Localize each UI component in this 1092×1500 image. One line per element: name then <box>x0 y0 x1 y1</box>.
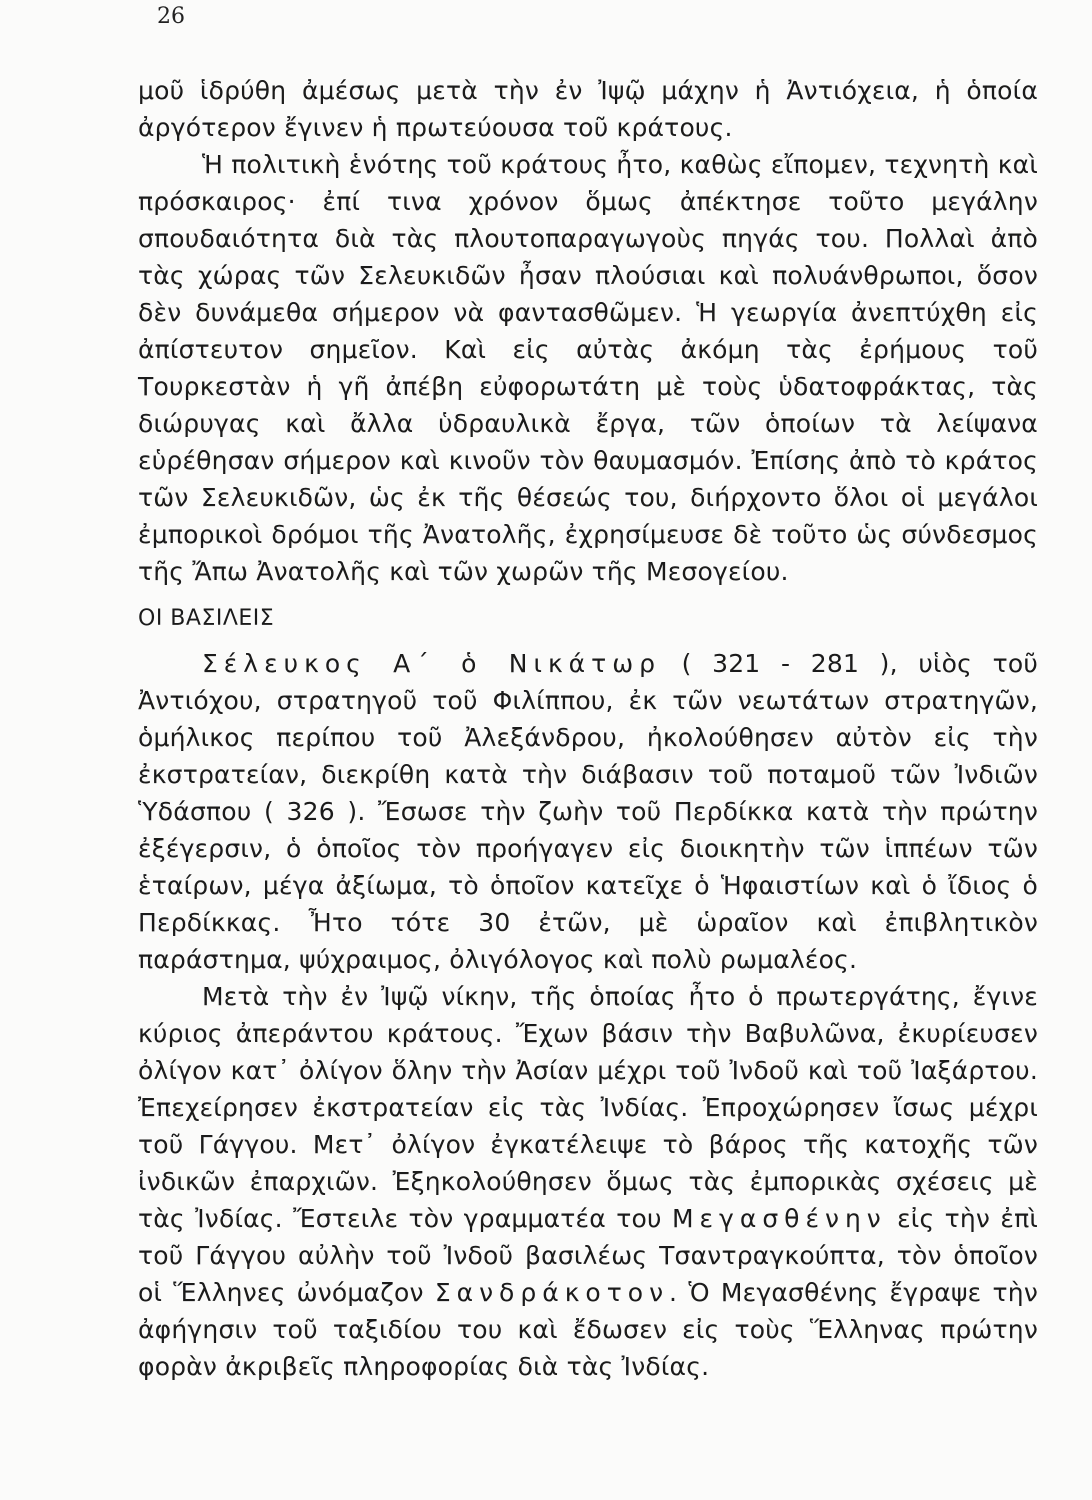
section-heading-kings: ΟΙ ΒΑΣΙΛΕΙΣ <box>138 606 275 631</box>
paragraph-seleucus-text: ( 321 - 281 ), υἱὸς τοῦ Ἀντιόχου, στρατηγοῦ τοῦ Φιλίππου, ἐκ τῶν νεωτάτων στρατηγῶν, ὁμήλικος περίπου τοῦ Ἀλεξάνδρου, ἠκολούθησεν αὐτὸν εἰς τὴν ἐκστρατείαν, διεκρίθη κατὰ τὴν διάβασιν τοῦ ποταμοῦ τῶν Ἰνδιῶν Ὑδάσπου ( 326 ). Ἔσωσε τὴν ζωὴν τοῦ Περδίκκα κατὰ τὴν πρώτην ἐξέγερσιν, ὁ ὁποῖος τὸν προήγαγεν εἰς διοικητὴν τῶν ἱππέων τῶν ἑταίρων, μέγα ἀξίωμα, τὸ ὁποῖον κατεῖχε ὁ Ἡφαιστίων καὶ ὁ ἴδιος ὁ Περδίκκας. Ἦτο τότε 30 ἐτῶν, μὲ ὡραῖον καὶ ἐπιβλητικὸν παράστημα, ψύχραιμος, ὀλιγόλογος καὶ πολὺ ρωμαλέος. <box>138 649 1038 974</box>
paragraph-seleucid-state: Ἡ πολιτικὴ ἑνότης τοῦ κράτους ἦτο, καθὼς εἴπομεν, τεχνητὴ καὶ πρόσκαιρος· ἐπί τινα χρόνον ὅμως ἀπέκτησε τοῦτο μεγάλην σπουδαιότητα διὰ τὰς πλουτοπαραγωγοὺς πηγάς του. Πολλαὶ ἀπὸ τὰς χώρας τῶν Σελευκιδῶν ἦσαν πλούσιαι καὶ πολυάνθρωποι, ὅσον δὲν δυνάμεθα σήμερον νὰ φαντασθῶμεν. Ἡ γεωργία ἀνεπτύχθη εἰς ἀπίστευτον σημεῖον. Καὶ εἰς αὐτὰς ἀκόμη τὰς ἐρήμους τοῦ Τουρκεστὰν ἡ γῆ ἀπέβη εὐφορωτάτη μὲ τοὺς ὑδατοφράκτας, τὰς διώρυγας καὶ ἄλλα ὑδραυλικὰ ἔργα, τῶν ὁποίων τὰ λείψανα εὑρέθησαν σήμερον καὶ κινοῦν τὸν θαυμασμόν. Ἐπίσης ἀπὸ τὸ κράτος τῶν Σελευκιδῶν, ὡς ἐκ τῆς θέσεώς του, διήρχοντο ὅλοι οἱ μεγάλοι ἐμπορικοὶ δρόμοι τῆς Ἀνατολῆς, ἐχρησίμευσε δὲ τοῦτο ὡς σύνδεσμος τῆς Ἄπω Ἀνατολῆς καὶ τῶν χωρῶν τῆς Μεσογείου. <box>138 150 1038 586</box>
name-seleucus: Σέλευκος Α΄ ὁ Νικάτωρ <box>202 649 662 678</box>
paragraph-antioch: μοῦ ἱδρύθη ἀμέσως μετὰ τὴν ἐν Ἰψῷ μάχην ἡ Ἀντιόχεια, ἡ ὁποία ἀργότερον ἔγινεν ἡ πρωτεύουσα τοῦ κράτους. <box>138 76 1038 142</box>
body-text <box>138 72 1038 1385</box>
page-number: 26 <box>157 4 185 29</box>
paragraph-after-ipsus-text-b: εἰς τὴν ἐπὶ τοῦ Γάγγου αὐλὴν τοῦ Ἰνδοῦ βασιλέως Τσαντραγκούπτα, τὸν ὁποῖον οἱ Ἕλληνες ὠνόμαζον <box>138 1204 1038 1307</box>
paragraph-after-ipsus-text-a: Μετὰ τὴν ἐν Ἰψῷ νίκην, τῆς ὁποίας ἦτο ὁ πρωτεργάτης, ἔγινε κύριος ἀπεράντου κράτους. Ἔχων βάσιν τὴν Βαβυλῶνα, ἐκυρίευσεν ὀλίγον κατ᾽ ὀλίγον ὅλην τὴν Ἀσίαν μέχρι τοῦ Ἰνδοῦ καὶ τοῦ Ἰαξάρτου. Ἐπεχείρησεν ἐκστρατείαν εἰς τὰς Ἰνδίας. Ἐπροχώρησεν ἴσως μέχρι τοῦ Γάγγου. Μετ᾽ ὀλίγον ἐγκατέλειψε τὸ βάρος τῆς κατοχῆς τῶν ἰνδικῶν ἐπαρχιῶν. Ἐξηκολούθησεν ὅμως τὰς ἐμπορικὰς σχέσεις μὲ τὰς Ἰνδίας. Ἔστειλε τὸν γραμματέα του <box>138 982 1038 1233</box>
name-sandrakottos: Σανδράκοτον <box>434 1278 670 1307</box>
paragraph-seleucus-nicator <box>138 645 1038 978</box>
name-megasthenes: Μεγασθένην <box>671 1204 887 1233</box>
paragraph-after-ipsus <box>138 978 1038 1385</box>
paragraph-after-ipsus-text-c: . Ὁ Μεγασθένης ἔγραψε τὴν ἀφήγησιν τοῦ ταξιδίου του καὶ ἔδωσεν εἰς τοὺς Ἕλληνας πρώτην φορὰν ἀκριβεῖς πληροφορίας διὰ τὰς Ἰνδίας. <box>138 1278 1038 1381</box>
